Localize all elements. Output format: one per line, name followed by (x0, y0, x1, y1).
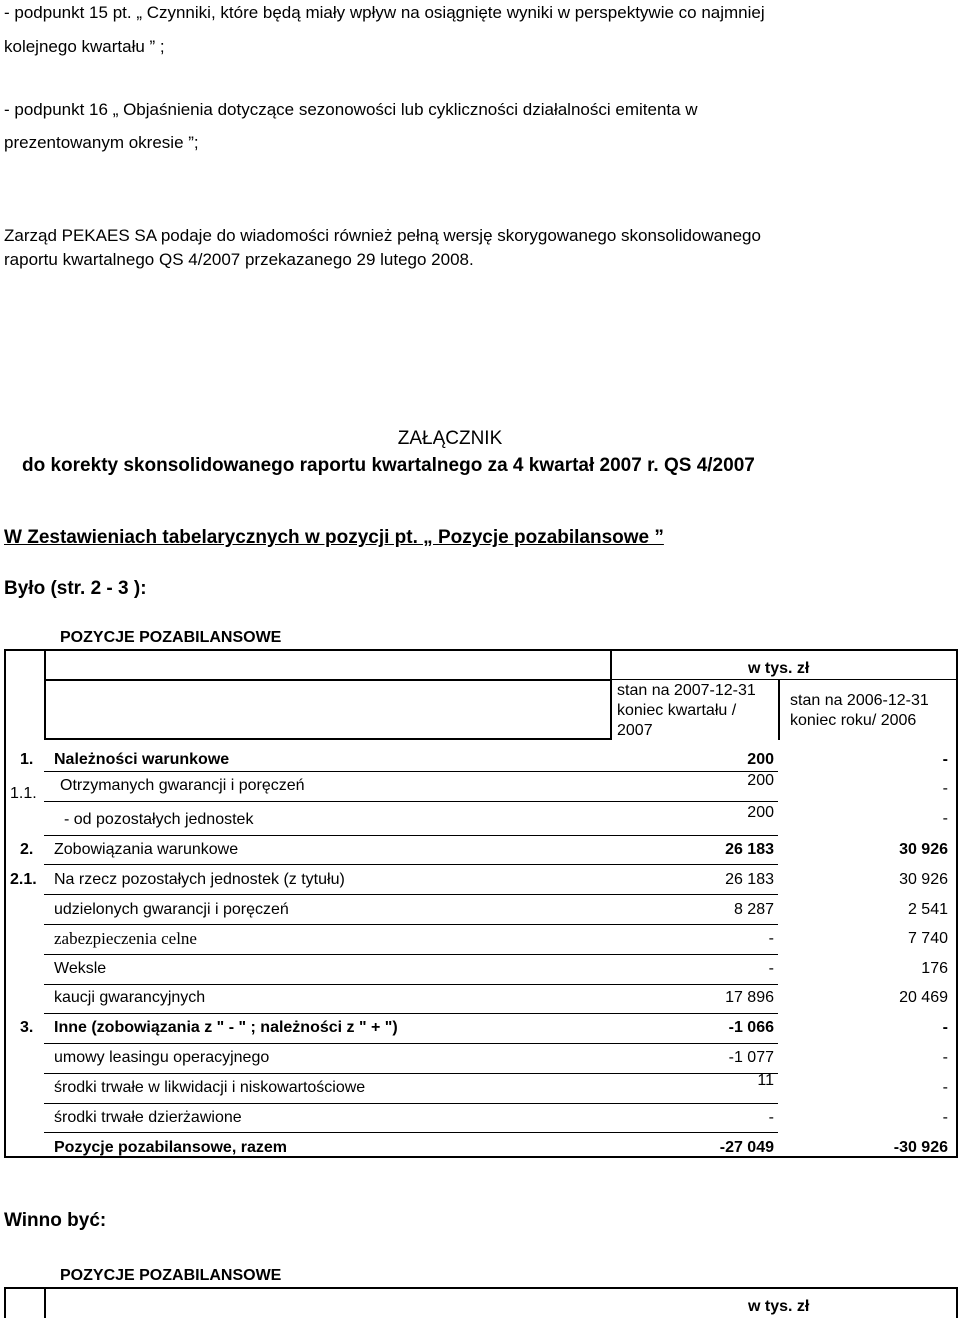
table-row-value-2006: 176 (921, 960, 948, 977)
table1-col1-header-line2: koniec kwartału / (617, 702, 737, 719)
table-row-label: kaucji gwarancyjnych (54, 989, 206, 1006)
table-row-value-2007: - (768, 930, 774, 947)
table-row-value-2007: 17 896 (725, 989, 774, 1006)
bylo-label: Było (str. 2 - 3 ): (4, 578, 147, 599)
table-row-label: Weksle (54, 960, 107, 977)
table-row-value-2006: -30 926 (893, 1139, 948, 1156)
table-row-value-2006: 20 469 (899, 989, 948, 1006)
table-row-value-2007: - (768, 1109, 774, 1126)
table-row-label: udzielonych gwarancji i poręczeń (54, 901, 289, 918)
table-row-label: zabezpieczenia celne (54, 929, 197, 948)
table-row-label: środki trwałe w likwidacji i niskowartościowe (54, 1079, 366, 1096)
table-row-value-2007: 8 287 (733, 901, 774, 918)
table1-col1-header-line1: stan na 2007-12-31 (617, 682, 756, 699)
table-row-number: 1. (20, 751, 34, 768)
annex-subtitle: do korekty skonsolidowanego raportu kwartalnego za 4 kwartał 2007 r. QS 4/2007 (22, 455, 755, 476)
table-row-value-2006: - (942, 1049, 948, 1066)
table-row-value-2006: 2 541 (907, 901, 948, 918)
table-row-value-2007: -1 077 (728, 1049, 774, 1066)
table-row-value-2006: 30 926 (899, 871, 948, 888)
table-row-value-2006: - (942, 1109, 948, 1126)
table2-title: POZYCJE POZABILANSOWE (60, 1267, 282, 1284)
table-row-value-2006: - (942, 1079, 948, 1096)
table-row-value-2006: - (942, 810, 948, 827)
table-row-value-2006: 7 740 (907, 930, 948, 947)
p15-line1: - podpunkt 15 pt. „ Czynniki, które będą miały wpływ na osiągnięte wyniki w perspektywie co najmniej (4, 3, 765, 22)
table-row-number: 1.1. (10, 785, 37, 802)
table-row-value-2006: - (942, 780, 948, 797)
table1-unit: w tys. zł (748, 660, 810, 677)
section-title: W Zestawieniach tabelarycznych w pozycji pt. „ Pozycje pozabilansowe ” (4, 527, 664, 548)
zarzad-line2: raportu kwartalnego QS 4/2007 przekazanego 29 lutego 2008. (4, 250, 474, 269)
table-row-label: - od pozostałych jednostek (64, 811, 254, 828)
table-row-value-2006: - (942, 1019, 948, 1036)
table-row-label: Otrzymanych gwarancji i poręczeń (60, 777, 305, 794)
table1-col2-header-line1: stan na 2006-12-31 (790, 692, 929, 709)
winno-label: Winno być: (4, 1210, 107, 1231)
table-row-number: 2. (20, 841, 34, 858)
table-row-value-2007: - (768, 960, 774, 977)
table-row-value-2007: 11 (757, 1072, 774, 1089)
table-row-value-2007: 26 183 (725, 871, 774, 888)
table-row-value-2007: 200 (747, 804, 774, 821)
p16-line2: prezentowanym okresie ”; (4, 133, 199, 152)
table-row-value-2007: -27 049 (719, 1139, 774, 1156)
annex-title: ZAŁĄCZNIK (397, 428, 503, 449)
table-row-label: Inne (zobowiązania z " - " ; należności z " + ") (54, 1019, 398, 1036)
table-row-value-2007: 200 (747, 751, 774, 768)
table-row-label: umowy leasingu operacyjnego (54, 1049, 270, 1066)
p15-line2: kolejnego kwartału ” ; (4, 37, 165, 56)
zarzad-line1: Zarząd PEKAES SA podaje do wiadomości również pełną wersję skorygowanego skonsolidowanego (4, 226, 761, 245)
table-row-label: Zobowiązania warunkowe (54, 841, 239, 858)
table-row-label: Na rzecz pozostałych jednostek (z tytułu) (54, 871, 345, 888)
table-row-number: 2.1. (10, 871, 37, 888)
table2-unit: w tys. zł (748, 1298, 810, 1315)
table1-col1-header-line3: 2007 (617, 722, 653, 739)
table-row-number: 3. (20, 1019, 34, 1036)
table-row-label: środki trwałe dzierżawione (54, 1109, 242, 1126)
table-row-value-2007: 200 (747, 772, 774, 789)
table-row-value-2006: 30 926 (899, 841, 948, 858)
p16-line1: - podpunkt 16 „ Objaśnienia dotyczące sezonowości lub cykliczności działalności emitenta w (4, 100, 698, 119)
table1-title: POZYCJE POZABILANSOWE (60, 629, 282, 646)
table1-col2-header-line2: koniec roku/ 2006 (790, 712, 917, 729)
table-row-label: Należności warunkowe (54, 751, 230, 768)
table-row-value-2007: 26 183 (725, 841, 774, 858)
table-row-value-2006: - (942, 751, 948, 768)
table-row-value-2007: -1 066 (728, 1019, 774, 1036)
table-row-label: Pozycje pozabilansowe, razem (54, 1139, 287, 1156)
